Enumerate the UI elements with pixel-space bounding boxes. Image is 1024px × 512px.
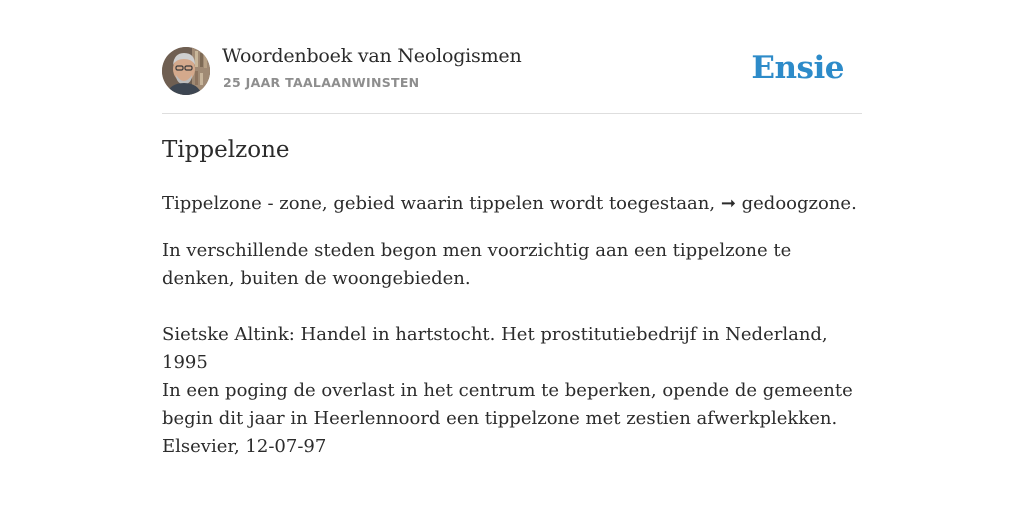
entry-card bbox=[162, 0, 862, 457]
entry-title: Tippelzone bbox=[162, 137, 290, 163]
author-avatar[interactable] bbox=[162, 47, 210, 95]
entry-source-1: Sietske Altink: Handel in hartstocht. Het prostitutiebedrijf in Nederland, 1995 bbox=[162, 324, 828, 373]
entry-paragraph-1: In verschillende steden begon men voorzichtig aan een tippelzone te denken, buiten de woongebieden. bbox=[162, 240, 792, 289]
entry-paragraph-2: In een poging de overlast in het centrum te beperken, opende de gemeente begin dit jaar in Heerlennoord een tippelzone met zestien afwerkplekken. Elsevier, 12-07-97 bbox=[162, 380, 853, 457]
avatar-portrait-icon bbox=[162, 47, 210, 95]
header bbox=[162, 0, 862, 114]
site-subtitle: 25 JAAR TAALAANWINSTEN bbox=[223, 75, 420, 90]
site-title[interactable]: Woordenboek van Neologismen bbox=[222, 45, 522, 67]
ensie-logo[interactable]: Ensie bbox=[751, 50, 844, 86]
entry-definition: Tippelzone - zone, gebied waarin tippelen wordt toegestaan, ➞ gedoogzone. bbox=[162, 193, 857, 214]
